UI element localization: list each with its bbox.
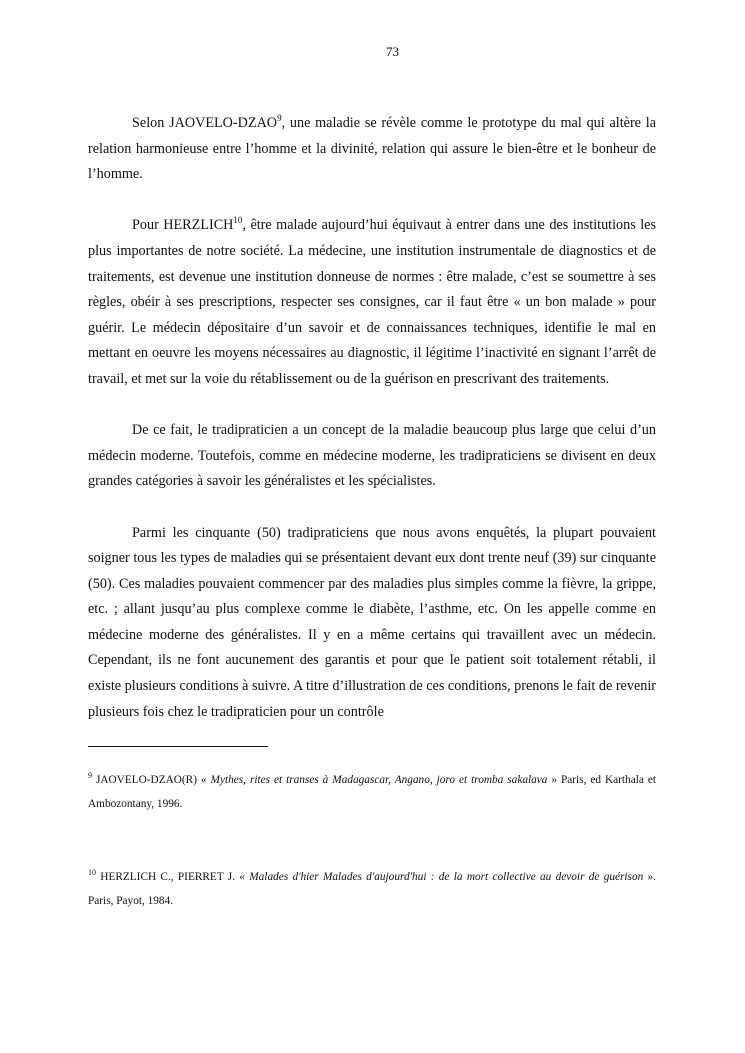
body-text	[88, 111, 656, 725]
footnote-10	[88, 865, 656, 913]
footnote-publisher: » Paris, ed Karthala et Ambozontany, 1996.	[88, 774, 656, 810]
paragraph-generalistes: Parmi les cinquante (50) tradipraticiens que nous avons enquêtés, la plupart pouvaient soigner tous les types de maladies qui se présentaient devant eux dont trente neuf (39) sur cinquante (50). Ces maladies pouvaient commencer par des maladies plus simples comme la fièvre, la grippe, etc. ; allant jusqu’au plus complexe comme le diabète, l’asthme, etc. On les appelle comme en médecine moderne des généralistes. Il y en a même certains qui travaillent avec un médecin. Cependant, ils ne font aucunement des garantis et pour que le patient soit totalement rétabli, il existe plusieurs conditions à suivre. A titre d’illustration de ces conditions, prenons le fait de revenir plusieurs fois chez le tradipraticien pour un contrôle	[88, 524, 656, 720]
paragraph-tradipraticien-concept: De ce fait, le tradipraticien a un concept de la maladie beaucoup plus large que celui d’un médecin moderne. Toutefois, comme en médecine moderne, les tradipraticiens se divisent en deux grandes catégories à savoir les généralistes et les spécialistes.	[88, 422, 656, 490]
footnote-separator	[88, 746, 268, 747]
footnote-publisher: ». Paris, Payot, 1984.	[88, 871, 657, 907]
paragraph-jaovelo	[88, 111, 656, 188]
paragraph-herzlich	[88, 213, 656, 392]
footnote-marker: 10	[88, 868, 96, 877]
paragraph-text: Selon JAOVELO-DZAO	[132, 115, 278, 131]
paragraph-text: , être malade aujourd’hui équivaut à entrer dans une des institutions les plus importantes de notre société. La médecine, une institution instrumentale de diagnostics et de traitements, est devenue une institution donneuse de normes : être malade, c’est se soumettre à ses règles, obéir à ses prescriptions, respecter ses consignes, car il faut être « un bon malade » pour guérir. Le médecin dépositaire d’un savoir et de connaissances techniques, identifie le mal en mettant en oeuvre les moyens nécessaires au diagnostic, il légitime l’inactivité en signant l’arrêt de travail, et met sur la voie du rétablissement ou de la guérison en prescrivant des traitements.	[88, 217, 656, 387]
footnote-marker: 9	[88, 771, 92, 780]
paragraph-text: , une maladie se révèle comme le prototype du mal qui altère la relation harmonieuse entre l’homme et la divinité, relation qui assure le bien-être et le bonheur de l’homme.	[88, 115, 656, 183]
paragraph-text: Pour HERZLICH	[132, 217, 234, 234]
footnote-ref-9[interactable]: 9	[277, 113, 282, 123]
footnote-author: HERZLICH C., PIERRET J. «	[96, 871, 250, 883]
footnote-author: JAOVELO-DZAO(R) «	[92, 774, 211, 786]
footnote-title: Mythes, rites et transes à Madagascar, Angano, joro et tromba sakalava	[210, 774, 548, 786]
footnote-ref-10[interactable]: 10	[233, 215, 243, 226]
footnote-title: Malades d'hier Malades d'aujourd'hui : de la mort collective au devoir de guérison	[249, 871, 644, 883]
page-number: 73	[386, 44, 399, 59]
footnote-9	[88, 768, 656, 816]
